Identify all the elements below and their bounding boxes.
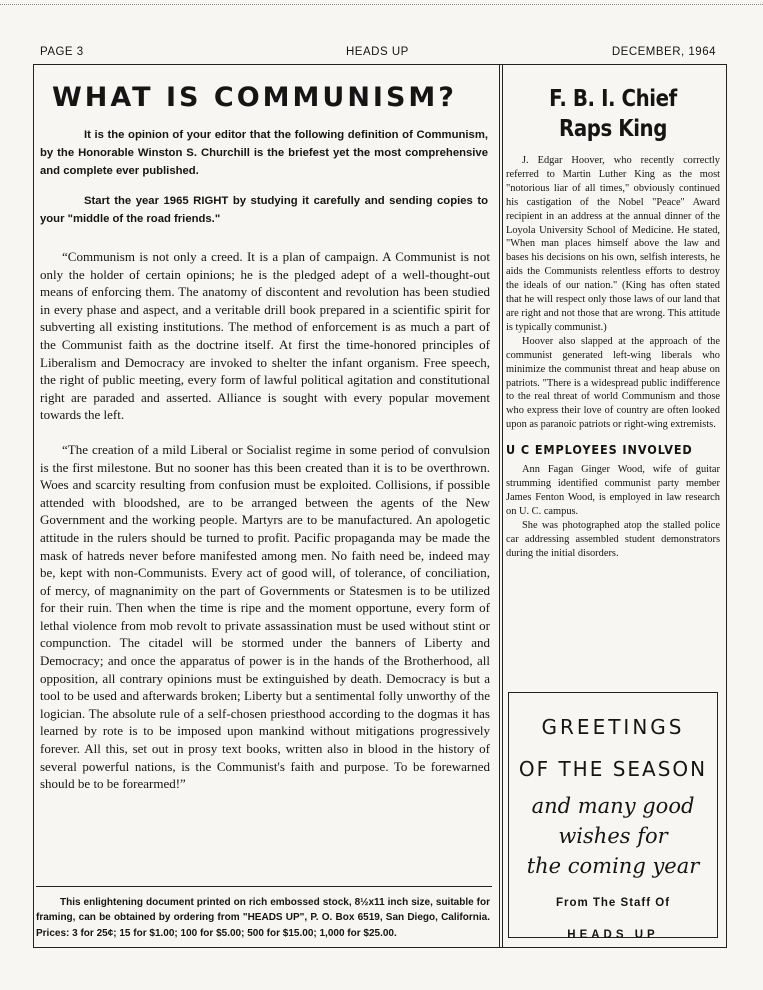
publication-title: HEADS UP xyxy=(346,46,409,58)
article-title: WHAT IS COMMUNISM? xyxy=(52,82,457,113)
script-line: the coming year xyxy=(526,854,700,878)
uc-paragraph: Ann Fagan Ginger Wood, wife of guitar strumming identified communist party member James Fenton Wood, is employed in law research on U. C. campus. xyxy=(506,464,720,517)
script-line: and many good xyxy=(531,794,695,818)
quote-paragraph: “The creation of a mild Liberal or Socialist regime in some period of convulsion is the first milestone. But no sooner has this been created than it is to be overthrown. Woes and scarcity resulting from confusion must be exploited. Collisions, if possible attended with bloodshed, are to be arranged between the agents of the New Government and the working people. Martyrs are to be manufactured. An apologetic attitude in the rulers should be turned to profit. Pacific propaganda may be made the mask of hatreds never before manifested among men. No faith need be, indeed may be, kept with non-Communists. Every act of good will, of tolerance, of conciliation, of mercy, of magnanimity on the part of Governments or Statesmen is to be utilized for their ruin. Then when the time is ripe and the moment opportune, every form of lethal violence from mob revolt to private assassination must be used without stint or compunction. The citadel will be stormed under the banners of Liberty and Democracy; and once the apparatus of power is in the hands of the Brotherhood, all opposition, all contrary opinions must be extinguished by death. Democracy is but a tool to be used and afterwards broken; Liberty but a sentimental folly unworthy of the logician. The absolute rule of a self-chosen priesthood according to the dogmas it has learned by rote is to be imposed upon mankind without mitigations progressively forever. All this, set out in prosy text books, written also in blood in the history of several powerful nations, is the Communist's faith and purpose. To be forewarned should be to be forearmed!” xyxy=(40,441,490,792)
right-column xyxy=(506,70,720,560)
page-number: PAGE 3 xyxy=(40,46,84,58)
fbi-paragraph: J. Edgar Hoover, who recently correctly referred to Martin Luther King as the most "notorious liar of all times," obviously continued his castigation of the Nobel "Peace" Award recipient in an address at the annual dinner of the Loyola University School of Medicine. He stated, "When man places himself above the law and bases his decisions on his own, selfish interests, he aids the Communists relentless efforts to destroy the ideals of our nation." (King has often stated that he will respect only those laws of our land that are right and not those that are wrong. This attitude is typically communist.) xyxy=(506,155,720,333)
greetings-line: GREETINGS xyxy=(541,715,685,739)
fbi-paragraph: Hoover also slapped at the approach of the communist generated left-wing liberals who minimize the communist threat and heap abuse on patriots. "There is a widespread public indifference to the real threat of world Communism and those who express their love of country are often looked upon as paranoic patriots or right-wing extremists. xyxy=(506,335,720,431)
from-staff-line: From The Staff Of xyxy=(555,897,671,909)
issue-date: DECEMBER, 1964 xyxy=(611,46,716,58)
order-notice xyxy=(36,886,492,949)
editor-intro xyxy=(40,126,488,228)
intro-paragraph: Start the year 1965 RIGHT by studying it carefully and sending copies to your "middle of the road friends." xyxy=(40,195,488,225)
order-notice-text: This enlightening document printed on rich embossed stock, 8½x11 inch size, suitable for framing, can be obtained by ordering from "HEADS UP", P. O. Box 6519, San Diego, California. Prices: 3 for 25¢; 15 for $1.00; 100 for $5.00; 500 for $15.00; 1,000 for $25.00. xyxy=(36,897,490,939)
fbi-headline: F. B. I. Chief Raps King xyxy=(549,86,677,142)
uc-headline: U C EMPLOYEES INVOLVED xyxy=(506,442,693,458)
left-column xyxy=(38,70,494,810)
top-dotted-rule xyxy=(0,4,763,5)
intro-paragraph: It is the opinion of your editor that the following definition of Communism, by the Honorable Winston S. Churchill is the briefest yet the most comprehensive and complete ever published. xyxy=(40,129,488,177)
staff-name-line: HEADS UP xyxy=(567,929,659,941)
churchill-quote xyxy=(40,248,490,793)
season-greetings-box xyxy=(508,692,718,941)
column-divider xyxy=(499,64,503,948)
quote-paragraph: “Communism is not only a creed. It is a plan of campaign. A Communist is not only the holder of certain opinions; he is the pledged adept of a well-thought-out means of enforcing them. The anatomy of discontent and revolution has been studied in every phase and aspect, and a veritable drill book prepared in a scientific spirit for subverting all existing institutions. The method of enforcement is as much a part of the Communist faith as the doctrine itself. At first the time-honored principles of Liberalism and Democracy are invoked to shelter the infant organism. Free speech, the right of public meeting, every form of lawful political agitation and constitutional right are paraded and asserted. Alliance is sought with every popular movement towards the left. xyxy=(40,249,490,423)
season-line: OF THE SEASON xyxy=(518,757,708,781)
uc-article xyxy=(506,463,720,560)
page-header xyxy=(40,46,716,62)
uc-paragraph: She was photographed atop the stalled police car addressing assembled student demonstrators during the initial disorders. xyxy=(506,519,720,559)
script-line: wishes for xyxy=(558,824,668,848)
fbi-article xyxy=(506,154,720,432)
